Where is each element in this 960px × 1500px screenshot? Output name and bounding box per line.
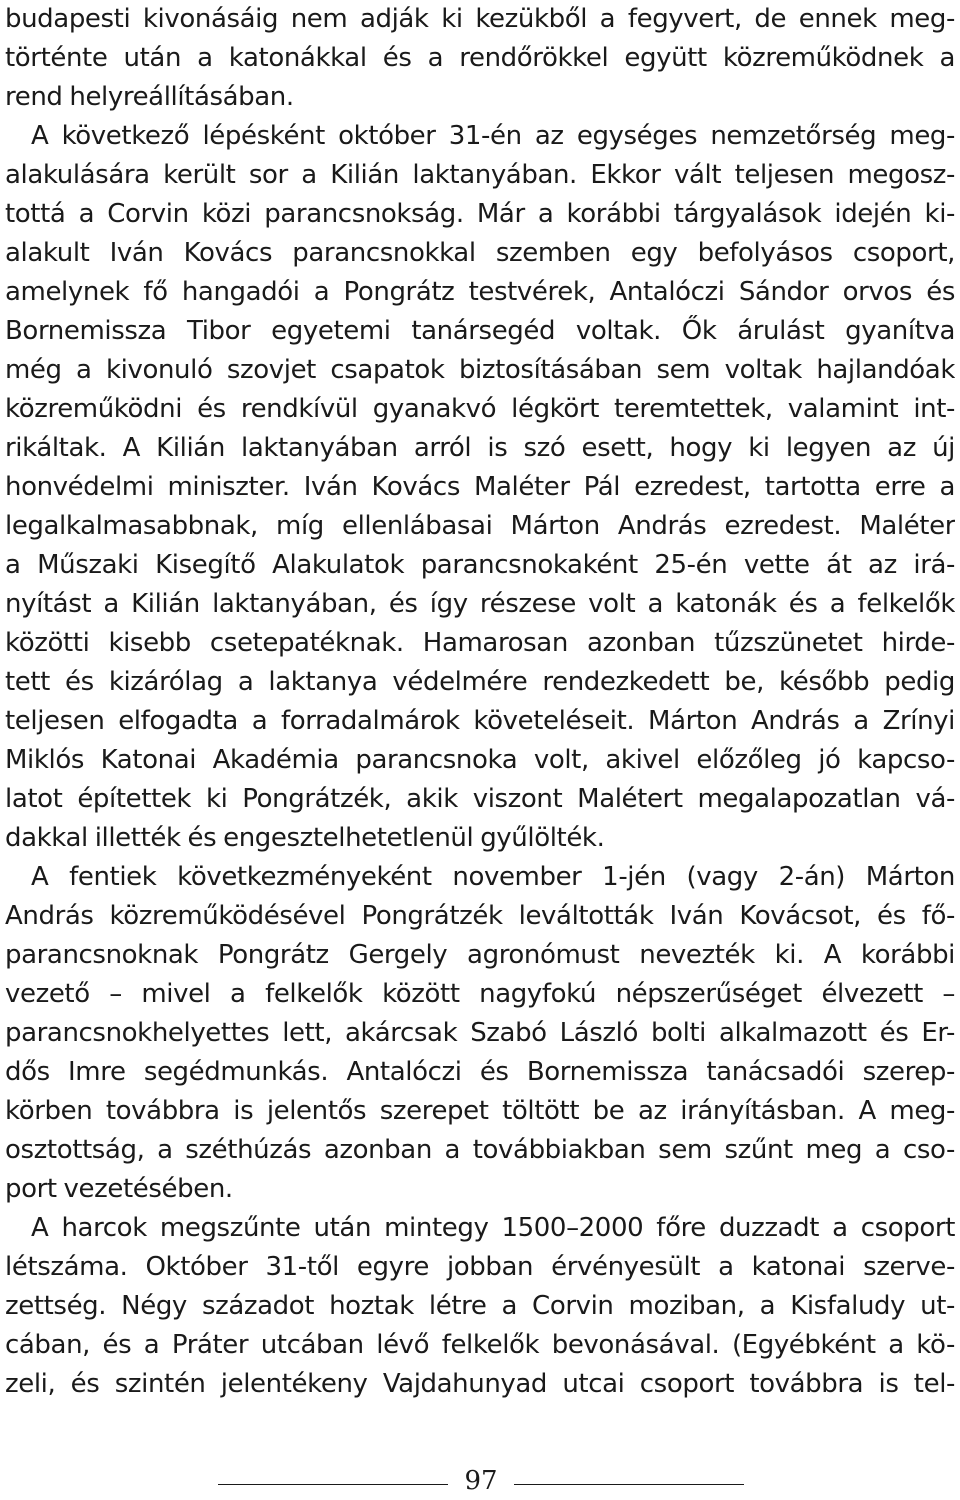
text-line: még a kivonuló szovjet csapatok biztosításában sem voltak hajlandóak — [5, 355, 955, 385]
text-line: alakult Iván Kovács parancsnokkal szemben egy befolyásos csoport, — [5, 238, 955, 268]
text-line: a Műszaki Kisegítő Alakulatok parancsnokaként 25-én vette át az irá- — [5, 550, 955, 580]
text-line: legalkalmasabbnak, míg ellenlábasai Márton András ezredest. Maléter — [5, 511, 955, 541]
page-footer — [0, 1460, 960, 1500]
text-line: tottá a Corvin közi parancsnokság. Már a korábbi tárgyalások idején ki- — [5, 199, 955, 229]
text-line: dakkal illették és engesztelhetetlenül gyűlölték. — [5, 823, 605, 853]
text-line: zettség. Négy századot hoztak létre a Corvin moziban, a Kisfaludy ut- — [5, 1291, 955, 1321]
text-line: közreműködni és rendkívül gyanakvó légkört teremtettek, valamint int- — [5, 394, 955, 424]
text-line: parancsnoknak Pongrátz Gergely agronómust nevezték ki. A korábbi — [5, 940, 955, 970]
text-line: rikáltak. A Kilián laktanyában arról is szó esett, hogy ki legyen az új — [5, 433, 955, 463]
text-line: Bornemissza Tibor egyetemi tanársegéd voltak. Ők árulást gyanítva — [5, 316, 955, 346]
text-line: alakulására került sor a Kilián laktanyában. Ekkor vált teljesen megosz- — [5, 160, 955, 190]
text-line: Miklós Katonai Akadémia parancsnoka volt, akivel előzőleg jó kapcso- — [5, 745, 955, 775]
text-line: közötti kisebb csetepatéknak. Hamarosan azonban tűzszünetet hirde- — [5, 628, 955, 658]
book-page-text — [5, 0, 955, 1404]
text-line: vezető – mivel a felkelők között nagyfokú népszerűséget élvezett – — [5, 979, 955, 1009]
text-line: zeli, és szintén jelentékeny Vajdahunyad utcai csoport továbbra is tel- — [5, 1369, 955, 1399]
page-number: 97 — [464, 1466, 498, 1496]
text-line: létszáma. Október 31-től egyre jobban érvényesült a katonai szerve- — [5, 1252, 955, 1282]
footer-rule-right — [514, 1484, 744, 1485]
text-line: amelynek fő hangadói a Pongrátz testvérek, Antalóczi Sándor orvos és — [5, 277, 955, 307]
text-line: latot építettek ki Pongrátzék, akik viszont Malétert megalapozatlan vá- — [5, 784, 955, 814]
text-line: A harcok megszűnte után mintegy 1500–2000 főre duzzadt a csoport — [31, 1213, 955, 1243]
text-line: honvédelmi miniszter. Iván Kovács Maléter Pál ezredest, tartotta erre a — [5, 472, 955, 502]
text-line: A fentiek következményeként november 1-jén (vagy 2-án) Márton — [31, 862, 955, 892]
text-line: körben továbbra is jelentős szerepet töltött be az irányításban. A meg- — [5, 1096, 955, 1126]
text-line: András közreműködésével Pongrátzék leváltották Iván Kovácsot, és fő- — [5, 901, 955, 931]
text-line: cában, és a Práter utcában lévő felkelők bevonásával. (Egyébként a kö- — [5, 1330, 955, 1360]
text-line: nyítást a Kilián laktanyában, és így részese volt a katonák és a felkelők — [5, 589, 955, 619]
text-line: port vezetésében. — [5, 1174, 233, 1204]
footer-rule-left — [218, 1484, 448, 1485]
text-line: osztottság, a széthúzás azonban a továbbiakban sem szűnt meg a cso- — [5, 1135, 955, 1165]
text-line: tett és kizárólag a laktanya védelmére rendezkedett be, később pedig — [5, 667, 955, 697]
text-line: történte után a katonákkal és a rendőrökkel együtt közreműködnek a — [5, 43, 955, 73]
text-line: parancsnokhelyettes lett, akárcsak Szabó László bolti alkalmazott és Er- — [5, 1018, 955, 1048]
text-line: rend helyreállításában. — [5, 82, 294, 112]
text-line: teljesen elfogadta a forradalmárok követeléseit. Márton András a Zrínyi — [5, 706, 955, 736]
text-line: A következő lépésként október 31-én az egységes nemzetőrség meg- — [31, 121, 955, 151]
text-line: dős Imre segédmunkás. Antalóczi és Bornemissza tanácsadói szerep- — [5, 1057, 955, 1087]
text-line: budapesti kivonásáig nem adják ki kezükből a fegyvert, de ennek meg- — [5, 4, 955, 34]
